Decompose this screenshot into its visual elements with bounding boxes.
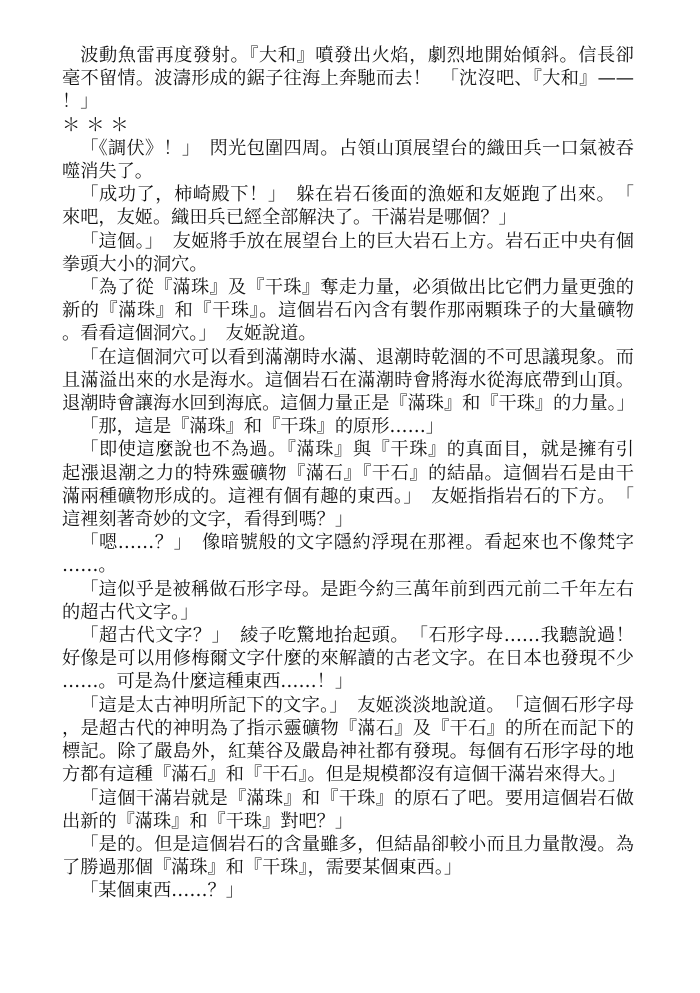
paragraph: 「這個干滿岩就是『滿珠』和『干珠』的原石了吧。要用這個岩石做出新的『滿珠』和『干珠』對吧？」 (62, 787, 634, 832)
paragraph: 「這是太古神明所記下的文字。」 友姬淡淡地說道。 「這個石形字母，是超古代的神明為了指示靈礦物『滿石』及『干石』的所在而記下的標記。除了嚴島外，紅葉谷及嚴島神社都有發現。每個有石形字母的地方都有這種『滿石』和『干石』。但是規模都沒有這個干滿岩來得大。」 (62, 694, 634, 786)
paragraph: 波動魚雷再度發射。『大和』噴發出火焰，劇烈地開始傾斜。信長卻毫不留情。波濤形成的鋸子往海上奔馳而去！ 「沈沒吧、『大和』——！」 (62, 45, 634, 113)
paragraph: 「超古代文字？」 綾子吃驚地抬起頭。 「石形字母……我聽說過！好像是可以用修梅爾文字什麼的來解讀的古老文字。在日本也發現不少……。可是為什麼這種東西……！」 (62, 625, 634, 693)
paragraph: 「在這個洞穴可以看到滿潮時水滿、退潮時乾涸的不可思議現象。而且滿溢出來的水是海水。這個岩石在滿潮時會將海水從海底帶到山頂。退潮時會讓海水回到海底。這個力量正是『滿珠』和『干珠』的力量。」 (62, 346, 635, 415)
document-page (62, 44, 634, 903)
paragraph: 「這個。」 友姬將手放在展望台上的巨大岩石上方。岩石正中央有個拳頭大小的洞穴。 (62, 230, 634, 275)
paragraph: 「《調伏》！」 閃光包圍四周。占領山頂展望台的織田兵一口氣被吞噬消失了。 (62, 137, 634, 183)
paragraph: 「即使這麼說也不為過。『滿珠』與『干珠』的真面目，就是擁有引起漲退潮之力的特殊靈礦物『滿石』『干石』的結晶。這個岩石是由干滿兩種礦物形成的。這裡有個有趣的東西。」 友姬指指岩石的下方。 「這裡刻著奇妙的文字，看得到嗎？」 (62, 439, 634, 531)
paragraph: 「嗯……？」 像暗號般的文字隱約浮現在那裡。看起來也不像梵字……。 (62, 532, 634, 577)
paragraph: 「是的。但是這個岩石的含量雖多，但結晶卻較小而且力量散漫。為了勝過那個『滿珠』和『干珠』，需要某個東西。」 (62, 833, 634, 879)
paragraph: 「為了從『滿珠』及『干珠』奪走力量，必須做出比它們力量更強的新的『滿珠』和『干珠』。這個岩石內含有製作那兩顆珠子的大量礦物。看看這個洞穴。」 友姬說道。 (62, 277, 634, 345)
paragraph: 「那，這是『滿珠』和『干珠』的原形……」 (80, 416, 444, 438)
paragraph: 「某個東西……？」 (80, 880, 244, 902)
paragraph: 「成功了，柿崎殿下！」 躲在岩石後面的漁姬和友姬跑了出來。 「來吧，友姬。織田兵已經全部解決了。干滿岩是哪個？」 (62, 184, 634, 229)
scene-separator: ＊＊＊ (62, 114, 135, 136)
paragraph: 「這似乎是被稱做石形字母。是距今約三萬年前到西元前二千年左右的超古代文字。」 (62, 578, 634, 623)
